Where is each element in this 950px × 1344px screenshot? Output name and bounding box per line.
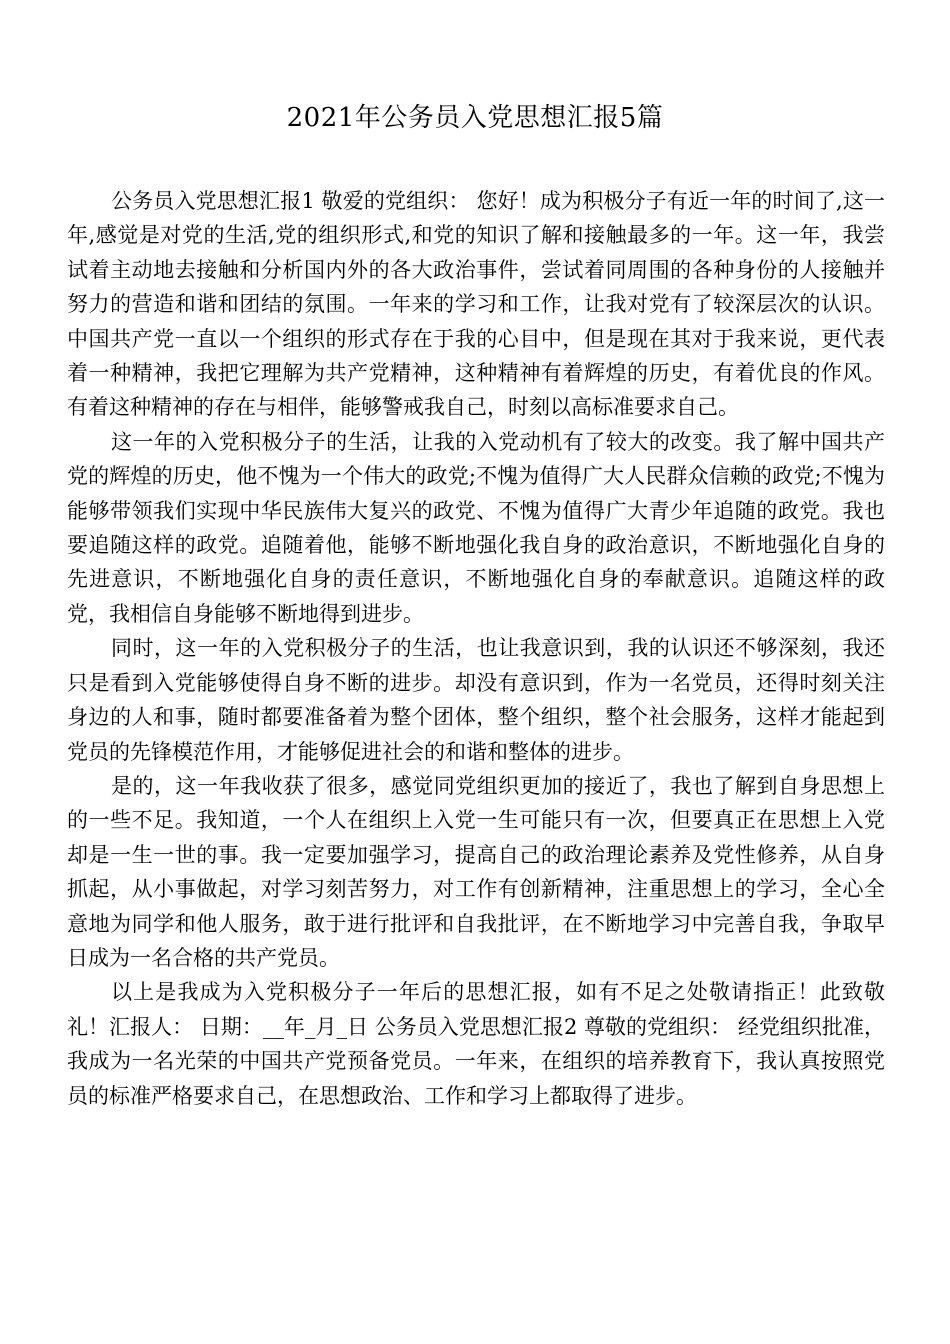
paragraph-3: 同时，这一年的入党积极分子的生活，也让我意识到，我的认识还不够深刻，我还只是看到入党能够使得自身不断的进步。却没有意识到，作为一名党员，还得时刻关注身边的人和事，随时都要准备着为整个团体，整个组织，整个社会服务，这样才能起到党员的先锋模范作用，才能够促进社会的和谐和整体的进步。 xyxy=(67,636,885,764)
document-body xyxy=(67,184,885,1113)
paragraph-5: 以上是我成为入党积极分子一年后的思想汇报，如有不足之处敬请指正！此致敬礼！汇报人： 日期：__年_月_日 公务员入党思想汇报2 尊敬的党组织： 经党组织批准，我成为一名光荣的中国共产党预备党员。一年来，在组织的培养教育下，我认真按照党员的标准严格要求自己，在思想政治、工作和学习上都取得了进步。 xyxy=(67,980,885,1108)
paragraph-1: 公务员入党思想汇报1 敬爱的党组织： 您好！成为积极分子有近一年的时间了,这一年,感觉是对党的生活,党的组织形式,和党的知识了解和接触最多的一年。这一年，我尝试着主动地去接触和分析国内外的各大政治事件，尝试着同周围的各种身份的人接触并努力的营造和谐和团结的氛围。一年来的学习和工作，让我对党有了较深层次的认识。中国共产党一直以一个组织的形式存在于我的心目中，但是现在其对于我来说，更代表着一种精神，我把它理解为共产党精神，这种精神有着辉煌的历史，有着优良的作风。有着这种精神的存在与相伴，能够警戒我自己，时刻以高标准要求自己。 xyxy=(67,189,885,420)
paragraph-2: 这一年的入党积极分子的生活，让我的入党动机有了较大的改变。我了解中国共产党的辉煌的历史，他不愧为一个伟大的政党;不愧为值得广大人民群众信赖的政党;不愧为能够带领我们实现中华民族伟大复兴的政党、不愧为值得广大青少年追随的政党。我也要追随这样的政党。追随着他，能够不断地强化我自身的政治意识，不断地强化自身的先进意识，不断地强化自身的责任意识，不断地强化自身的奉献意识。追随这样的政党，我相信自身能够不断地得到进步。 xyxy=(67,429,885,626)
paragraph-4: 是的，这一年我收获了很多，感觉同党组织更加的接近了，我也了解到自身思想上的一些不足。我知道，一个人在组织上入党一生可能只有一次，但要真正在思想上入党却是一生一世的事。我一定要加强学习，提高自己的政治理论素养及党性修养，从自身抓起，从小事做起，对学习刻苦努力，对工作有创新精神，注重思想上的学习，全心全意地为同学和他人服务，敢于进行批评和自我批评，在不断地学习中完善自我，争取早日成为一名合格的共产党员。 xyxy=(67,773,885,970)
document-title: 2021年公务员入党思想汇报5篇 xyxy=(286,103,664,133)
